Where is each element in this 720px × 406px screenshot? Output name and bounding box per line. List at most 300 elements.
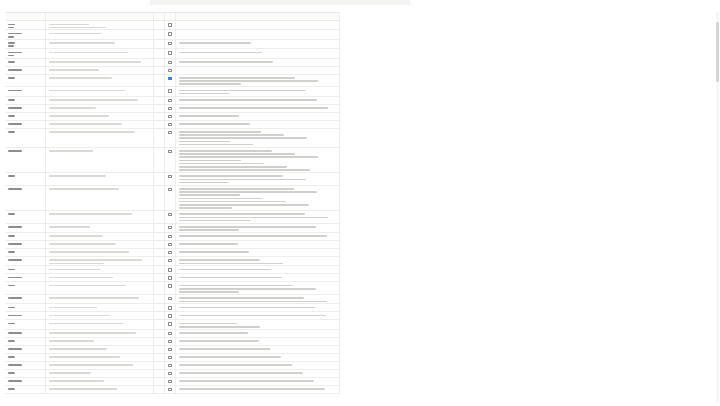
column-header-done[interactable] [165,13,176,20]
text-placeholder [179,380,314,382]
cell-memo[interactable] [176,173,340,185]
cell-description[interactable] [46,211,154,223]
cell-memo[interactable] [176,233,340,240]
scrollbar-thumb[interactable] [716,22,719,82]
cell-description[interactable] [46,67,154,74]
checkbox[interactable] [168,276,172,280]
table-row[interactable] [6,59,340,67]
text-placeholder [49,150,93,152]
cell-done[interactable] [165,59,176,66]
table-row[interactable] [6,295,340,304]
checkbox[interactable] [168,150,172,154]
cell-done[interactable] [165,173,176,185]
table-row[interactable] [6,30,340,39]
table-row[interactable] [6,370,340,378]
cell-memo[interactable] [176,386,340,393]
table-row[interactable] [6,49,340,58]
text-placeholder [49,277,113,279]
cell-date[interactable] [154,40,165,48]
cell-name[interactable] [6,257,46,265]
cell-memo[interactable] [176,113,340,120]
checkbox[interactable] [168,372,172,376]
cell-memo[interactable] [176,224,340,232]
cell-description[interactable] [46,338,154,345]
checkbox[interactable] [168,23,172,27]
cell-description[interactable] [46,312,154,319]
text-placeholder [179,323,237,325]
text-placeholder [179,169,310,171]
column-header-date[interactable] [154,13,165,20]
checkbox[interactable] [168,235,172,239]
checkbox[interactable] [168,306,172,310]
cell-description[interactable] [46,105,154,112]
text-placeholder [179,315,326,317]
cell-date[interactable] [154,312,165,319]
cell-memo[interactable] [176,338,340,345]
cell-description[interactable] [46,87,154,95]
checkbox[interactable] [168,380,172,384]
cell-done[interactable] [165,211,176,223]
table-row[interactable] [6,105,340,113]
cell-date[interactable] [154,338,165,345]
cell-done[interactable] [165,257,176,265]
cell-date[interactable] [154,320,165,328]
text-placeholder [49,332,136,334]
cell-done[interactable] [165,266,176,273]
cell-done[interactable] [165,30,176,38]
table-row[interactable] [6,224,340,233]
cell-date[interactable] [154,378,165,385]
text-placeholder [179,90,306,92]
cell-description[interactable] [46,295,154,303]
cell-memo[interactable] [176,354,340,361]
cell-memo[interactable] [176,121,340,128]
cell-done[interactable] [165,40,176,48]
cell-done[interactable] [165,113,176,120]
cell-memo[interactable] [176,49,340,57]
text-placeholder [179,332,248,334]
cell-memo[interactable] [176,186,340,210]
cell-memo[interactable] [176,257,340,265]
table-row[interactable] [6,211,340,224]
cell-description[interactable] [46,21,154,29]
cell-description[interactable] [46,274,154,281]
table-row[interactable] [6,173,340,186]
cell-memo[interactable] [176,30,340,38]
cell-memo[interactable] [176,97,340,104]
cell-done[interactable] [165,97,176,104]
text-placeholder [179,123,250,125]
cell-done[interactable] [165,346,176,353]
text-placeholder [179,163,264,165]
table-row[interactable] [6,21,340,30]
cell-description[interactable] [46,49,154,57]
cell-description[interactable] [46,30,154,38]
breadcrumb [150,0,410,5]
checkbox[interactable] [168,364,172,368]
table-row[interactable] [6,320,340,329]
cell-memo[interactable] [176,211,340,223]
text-placeholder [179,356,281,358]
cell-date[interactable] [154,173,165,185]
cell-date[interactable] [154,121,165,128]
text-placeholder [49,27,106,29]
cell-date[interactable] [154,282,165,294]
cell-description[interactable] [46,75,154,87]
cell-memo[interactable] [176,378,340,385]
cell-description[interactable] [46,266,154,273]
checkbox[interactable] [168,123,172,127]
cell-date[interactable] [154,129,165,147]
cell-date[interactable] [154,148,165,172]
cell-date[interactable] [154,105,165,112]
cell-date[interactable] [154,295,165,303]
table-row[interactable] [6,257,340,266]
cell-date[interactable] [154,370,165,377]
cell-name[interactable] [6,21,46,29]
text-placeholder [49,285,126,287]
table-row[interactable] [6,330,340,338]
cell-date[interactable] [154,362,165,369]
checkbox[interactable] [168,188,172,192]
cell-date[interactable] [154,113,165,120]
text-placeholder [179,291,239,293]
cell-description[interactable] [46,59,154,66]
cell-memo[interactable] [176,249,340,256]
cell-done[interactable] [165,274,176,281]
text-placeholder [49,226,90,228]
cell-date[interactable] [154,346,165,353]
table-row[interactable] [6,97,340,105]
cell-done[interactable] [165,354,176,361]
text-placeholder [179,217,328,219]
cell-description[interactable] [46,257,154,265]
text-placeholder [49,356,120,358]
cell-description[interactable] [46,97,154,104]
table-row[interactable] [6,282,340,295]
cell-done[interactable] [165,362,176,369]
table-row[interactable] [6,233,340,241]
table-row[interactable] [6,386,340,394]
cell-done[interactable] [165,249,176,256]
cell-done[interactable] [165,370,176,377]
text-placeholder [49,315,110,317]
cell-memo[interactable] [176,241,340,248]
cell-description[interactable] [46,121,154,128]
table-row[interactable] [6,249,340,257]
column-header-name[interactable] [6,13,46,20]
cell-done[interactable] [165,75,176,87]
cell-memo[interactable] [176,330,340,337]
cell-memo[interactable] [176,320,340,328]
text-placeholder [49,235,103,237]
cell-date[interactable] [154,233,165,240]
checkbox[interactable] [168,297,172,301]
checkbox[interactable] [168,107,172,111]
cell-memo[interactable] [176,346,340,353]
checkbox[interactable] [168,340,172,344]
text-placeholder [179,326,260,328]
text-placeholder [49,123,122,125]
table-row[interactable] [6,129,340,148]
cell-date[interactable] [154,224,165,232]
text-placeholder [179,301,327,303]
cell-date[interactable] [154,354,165,361]
cell-done[interactable] [165,121,176,128]
table-row[interactable] [6,354,340,362]
text-placeholder [49,372,91,374]
checkbox[interactable] [168,251,172,255]
cell-description[interactable] [46,362,154,369]
text-placeholder [179,156,318,158]
cell-description[interactable] [46,233,154,240]
cell-date[interactable] [154,67,165,74]
text-placeholder [179,285,293,287]
cell-done[interactable] [165,241,176,248]
cell-name[interactable] [6,320,46,328]
checkbox[interactable] [168,388,172,392]
text-placeholder [179,153,295,155]
text-placeholder [179,204,309,206]
empty-canvas-area [344,12,716,402]
cell-done[interactable] [165,129,176,147]
table-row[interactable] [6,378,340,386]
checkbox[interactable] [168,89,172,93]
cell-done[interactable] [165,224,176,232]
cell-memo[interactable] [176,105,340,112]
cell-description[interactable] [46,346,154,353]
text-placeholder [49,388,117,390]
cell-memo[interactable] [176,129,340,147]
checkbox[interactable] [168,268,172,272]
cell-date[interactable] [154,241,165,248]
text-placeholder [179,83,241,85]
table-row[interactable] [6,266,340,274]
cell-done[interactable] [165,282,176,294]
text-placeholder [179,194,240,196]
checkbox[interactable] [168,69,172,73]
cell-description[interactable] [46,224,154,232]
cell-date[interactable] [154,266,165,273]
text-placeholder [179,188,294,190]
text-placeholder [179,207,232,209]
text-placeholder [179,372,303,374]
cell-description[interactable] [46,173,154,185]
table-row[interactable] [6,67,340,75]
checkbox[interactable] [168,356,172,360]
cell-done[interactable] [165,67,176,74]
cell-done[interactable] [165,338,176,345]
checkbox[interactable] [168,175,172,179]
text-placeholder [49,297,139,299]
text-placeholder [179,226,316,228]
cell-done[interactable] [165,186,176,210]
checkbox[interactable] [168,332,172,336]
cell-date[interactable] [154,21,165,29]
checkbox[interactable] [168,51,172,55]
checkbox[interactable] [168,243,172,247]
cell-date[interactable] [154,304,165,311]
text-placeholder [49,115,109,117]
checkbox[interactable] [168,61,172,65]
column-header-description[interactable] [46,13,154,20]
cell-description[interactable] [46,113,154,120]
cell-memo[interactable] [176,40,340,48]
cell-name[interactable] [6,87,46,95]
text-placeholder [179,99,317,101]
cell-description[interactable] [46,304,154,311]
cell-done[interactable] [165,148,176,172]
cell-description[interactable] [46,186,154,210]
cell-date[interactable] [154,249,165,256]
cell-date[interactable] [154,330,165,337]
cell-description[interactable] [46,354,154,361]
text-placeholder [179,182,229,184]
checkbox[interactable] [168,348,172,352]
cell-description[interactable] [46,148,154,172]
cell-description[interactable] [46,40,154,48]
cell-done[interactable] [165,49,176,57]
cell-description[interactable] [46,282,154,294]
cell-description[interactable] [46,241,154,248]
cell-date[interactable] [154,49,165,57]
cell-memo[interactable] [176,370,340,377]
cell-date[interactable] [154,75,165,87]
text-placeholder [179,179,306,181]
cell-date[interactable] [154,186,165,210]
table-row[interactable] [6,186,340,211]
text-placeholder [49,259,142,261]
table-row[interactable] [6,362,340,370]
table-row[interactable] [6,312,340,320]
cell-date[interactable] [154,59,165,66]
text-placeholder [49,52,128,54]
cell-memo[interactable] [176,75,340,87]
cell-done[interactable] [165,330,176,337]
checkbox[interactable] [168,213,172,217]
text-placeholder [49,213,132,215]
feature-table [6,12,340,394]
cell-done[interactable] [165,87,176,95]
table-row[interactable] [6,338,340,346]
text-placeholder [179,131,261,133]
table-row[interactable] [6,87,340,96]
checkbox[interactable] [168,99,172,103]
text-placeholder [49,33,102,35]
text-placeholder [179,107,328,109]
text-placeholder [179,141,230,143]
cell-name[interactable] [6,224,46,232]
checkbox[interactable] [168,115,172,119]
text-placeholder [49,243,116,245]
text-placeholder [49,323,123,325]
cell-description[interactable] [46,330,154,337]
text-placeholder [179,93,229,95]
cell-memo[interactable] [176,295,340,303]
text-placeholder [49,99,138,101]
cell-memo[interactable] [176,87,340,95]
cell-done[interactable] [165,21,176,29]
cell-description[interactable] [46,249,154,256]
cell-memo[interactable] [176,67,340,74]
cell-description[interactable] [46,386,154,393]
cell-date[interactable] [154,257,165,265]
checkbox[interactable] [168,284,172,288]
table-row[interactable] [6,241,340,249]
cell-memo[interactable] [176,59,340,66]
text-placeholder [49,348,107,350]
cell-memo[interactable] [176,312,340,319]
cell-date[interactable] [154,97,165,104]
text-placeholder [49,340,94,342]
cell-date[interactable] [154,274,165,281]
cell-memo[interactable] [176,304,340,311]
table-row[interactable] [6,75,340,88]
column-header-memo[interactable] [176,13,340,20]
text-placeholder [179,198,263,200]
cell-memo[interactable] [176,21,340,29]
checkbox[interactable] [168,32,172,36]
text-placeholder [179,144,253,146]
checkbox[interactable] [168,259,172,263]
checkbox[interactable] [168,322,172,326]
cell-name[interactable] [6,49,46,57]
cell-description[interactable] [46,129,154,147]
text-placeholder [179,348,270,350]
text-placeholder [179,340,259,342]
cell-done[interactable] [165,312,176,319]
cell-done[interactable] [165,233,176,240]
cell-date[interactable] [154,87,165,95]
cell-date[interactable] [154,211,165,223]
cell-description[interactable] [46,370,154,377]
cell-description[interactable] [46,320,154,328]
checkbox[interactable] [168,131,172,135]
checkbox[interactable] [168,314,172,318]
cell-name[interactable] [6,295,46,303]
cell-done[interactable] [165,386,176,393]
table-row[interactable] [6,274,340,282]
cell-done[interactable] [165,320,176,328]
cell-done[interactable] [165,295,176,303]
cell-description[interactable] [46,378,154,385]
cell-done[interactable] [165,304,176,311]
table-row[interactable] [6,113,340,121]
vertical-scrollbar[interactable] [716,12,719,402]
cell-date[interactable] [154,386,165,393]
cell-date[interactable] [154,30,165,38]
checkbox[interactable] [168,226,172,230]
table-row[interactable] [6,148,340,173]
text-placeholder [179,134,284,136]
table-row[interactable] [6,346,340,354]
cell-memo[interactable] [176,148,340,172]
checkbox[interactable] [168,77,172,81]
checkbox[interactable] [168,42,172,46]
cell-memo[interactable] [176,266,340,273]
cell-done[interactable] [165,105,176,112]
cell-memo[interactable] [176,274,340,281]
text-placeholder [49,24,89,26]
text-placeholder [179,191,317,193]
cell-memo[interactable] [176,362,340,369]
table-row[interactable] [6,121,340,129]
cell-memo[interactable] [176,282,340,294]
table-row[interactable] [6,304,340,312]
table-row[interactable] [6,40,340,49]
cell-done[interactable] [165,378,176,385]
text-placeholder [49,61,141,63]
